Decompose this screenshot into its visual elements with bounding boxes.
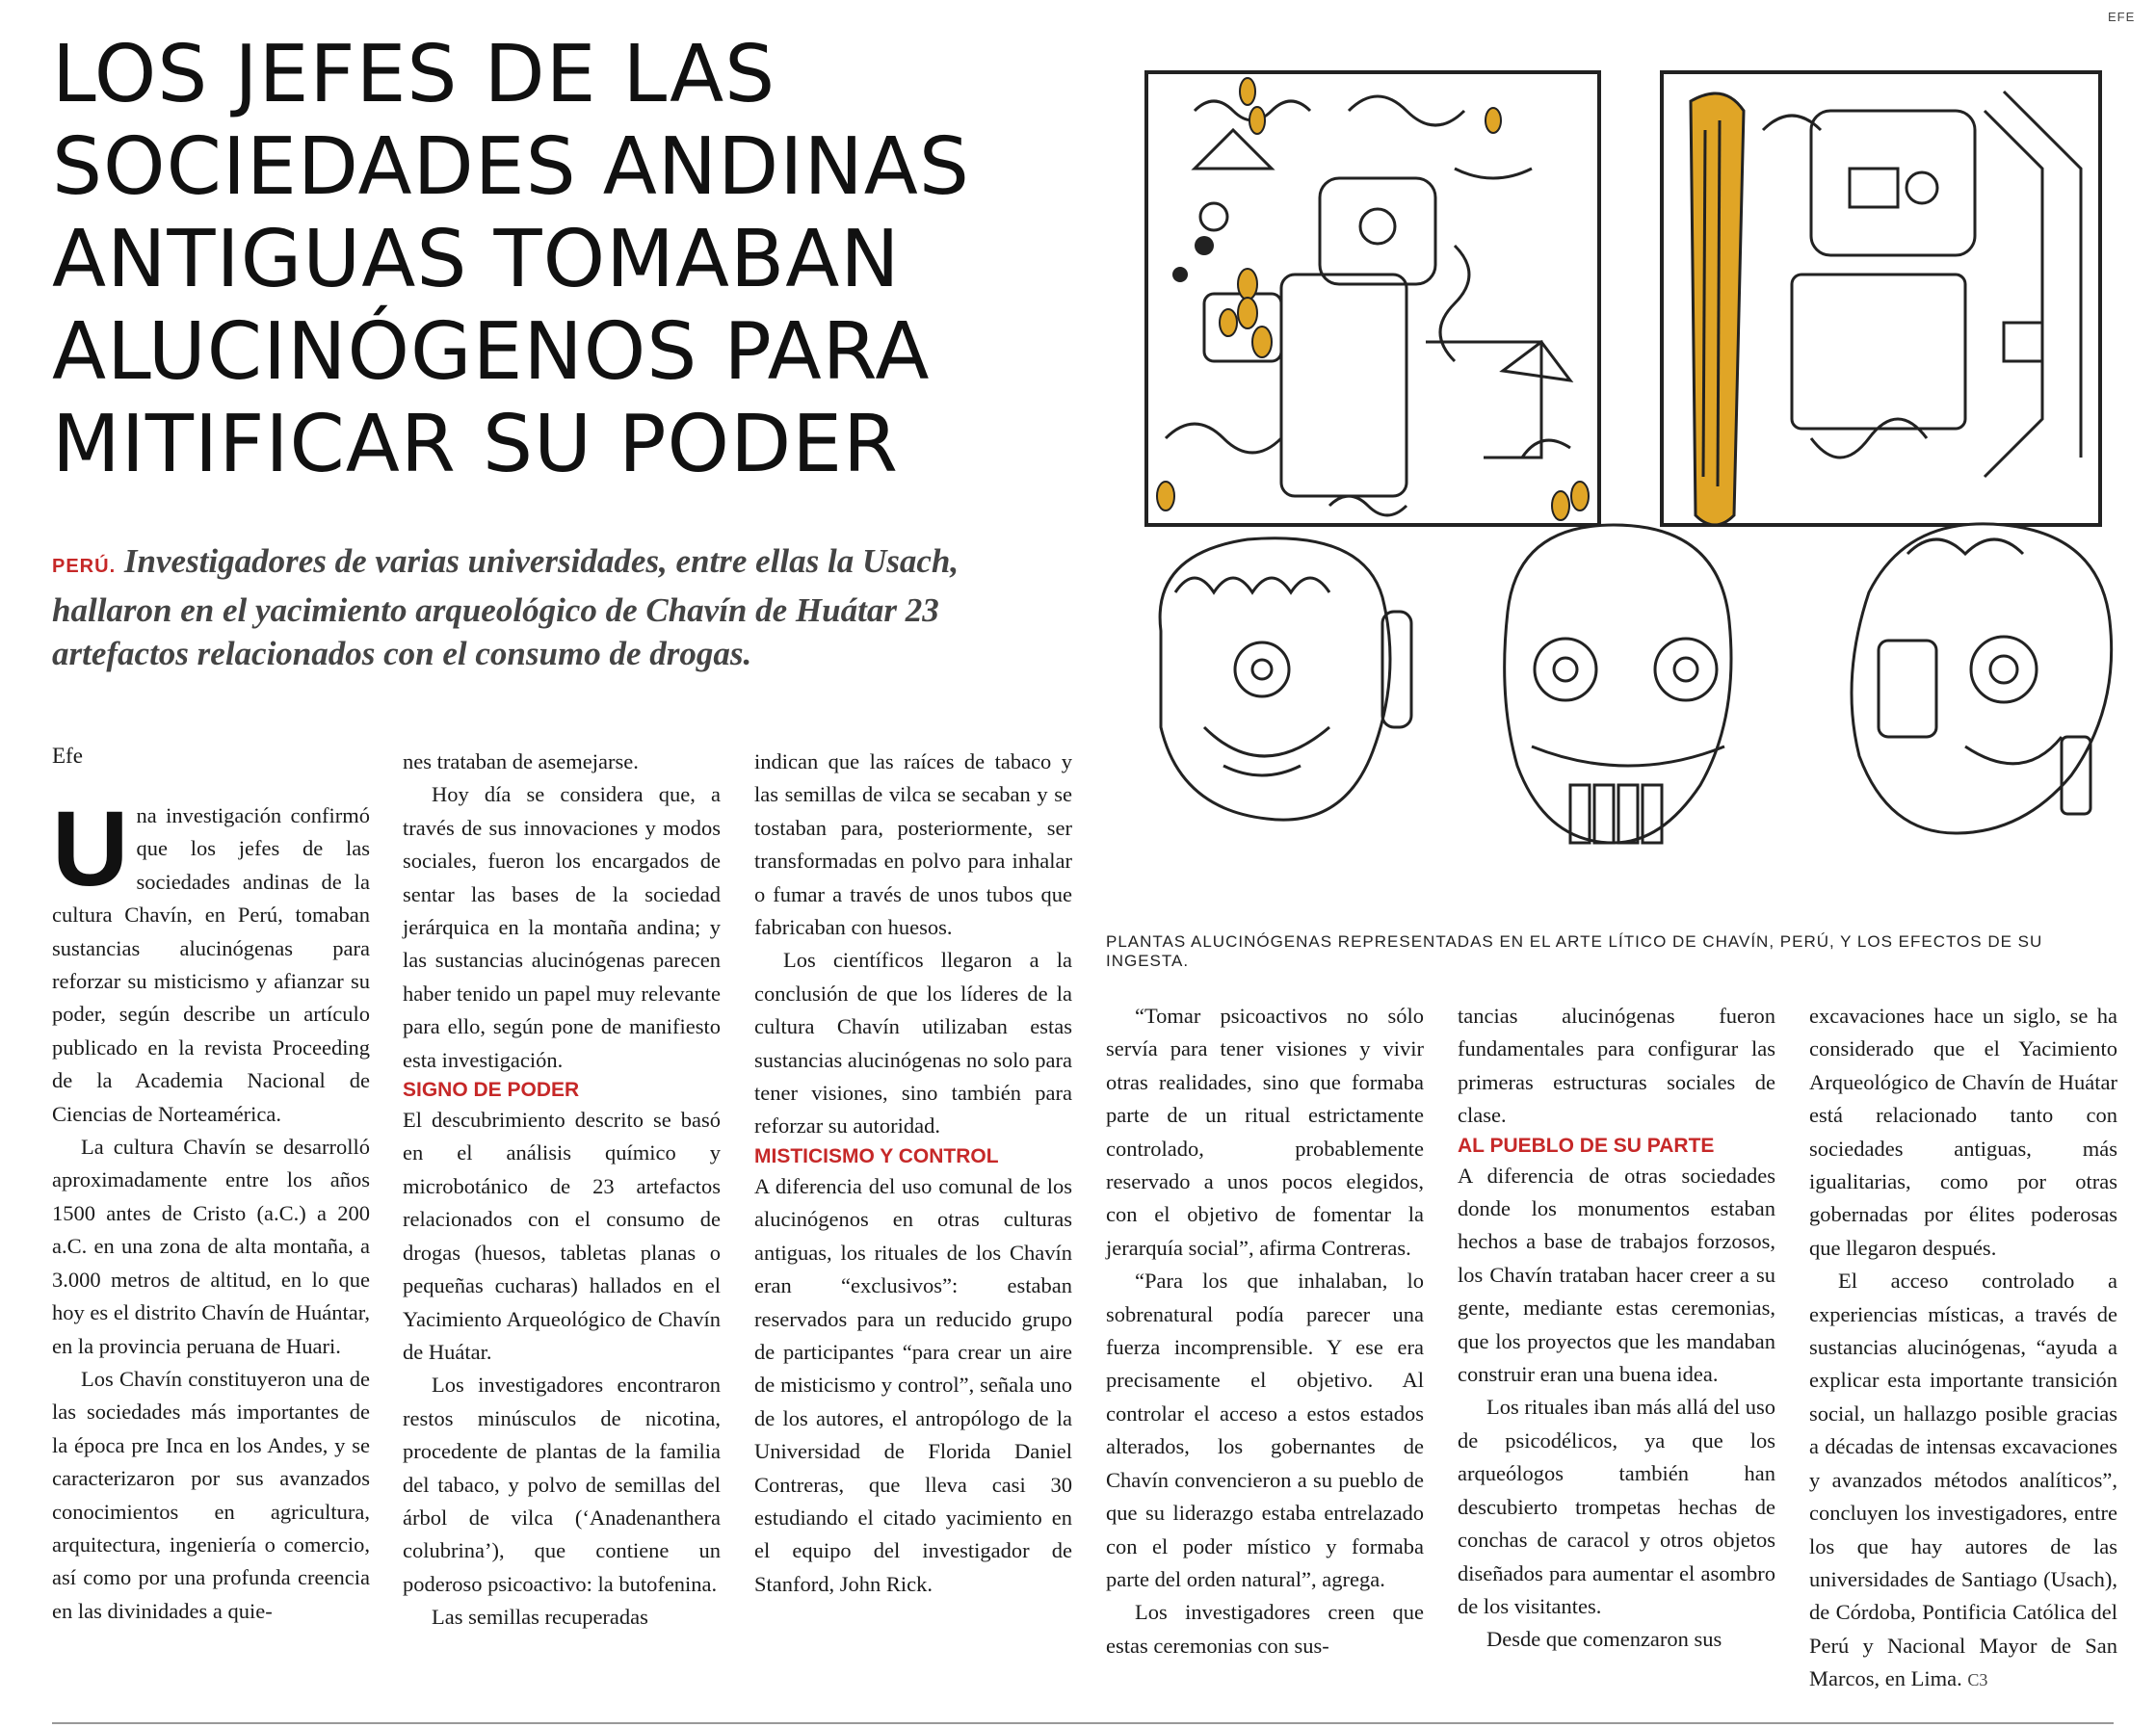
tenon-head-3 <box>1852 524 2112 833</box>
end-mark: C3 <box>1967 1670 1988 1690</box>
lead-paragraph <box>52 539 1073 675</box>
subhead-signo-de-poder: SIGNO DE PODER <box>403 1079 580 1102</box>
paragraph: “Para los que inhalaban, lo sobrenatural podía parecer una fuerza incomprensible. Y ese era precisamente el objetivo. Al controlar el acceso a estos estados alterados, los gobernantes de Chavín convencieron a su pueblo de que su liderazgo estaba entrelazado con el poder místico y formaba parte del orden natural”, agrega. <box>1106 1269 1424 1591</box>
stone-relief-panel-right <box>1662 72 2100 525</box>
paragraph: Los rituales iban más allá del uso de psicodélicos, ya que los arqueólogos también han descubierto trompetas hechas de conchas de caracol y otros objetos diseñados para aumentar el asombro de los visitantes. <box>1458 1395 1775 1618</box>
paragraph: na investigación confirmó que los jefes de las sociedades andinas de la cultura Chavín, en Perú, tomaban sustancias alucinógenas para reforzar su misticismo y afianzar su poder, según describe un artículo publicado en la revista Proceeding de la Academia Nacional de Ciencias de Norteamérica. <box>52 803 370 1126</box>
paragraph: nes trataban de asemejarse. <box>403 749 639 773</box>
bottom-rule <box>52 1722 2114 1724</box>
paragraph: A diferencia del uso comunal de los alucinógenos en otras culturas antiguas, los rituales de los Chavín eran “exclusivos”: estaban reservados para un reducido grupo de participantes “para crear un aire de misticismo y control”, señala uno de los autores, el antropólogo de la Universidad de Florida Daniel Contreras, que lleva casi 30 estudiando el citado yacimiento en el equipo del investigador de Stanford, John Rick. <box>754 1173 1072 1596</box>
paragraph: La cultura Chavín se desarrolló aproximadamente entre los años 1500 antes de Cristo (a.C.) a 200 a.C. en una zona de alta montaña, a 3.000 metros de altitud, en lo que hoy es el distrito Chavín de Huántar, en la provincia peruana de Huari. <box>52 1135 370 1358</box>
paragraph: Los Chavín constituyeron una de las sociedades más importantes de la época pre Inca en los Andes, y se caracterizaron por sus avanzados conocimientos en agricultura, arquitectura, ingeniería o comercio, así como por una profunda creencia en las divinidades a quie- <box>52 1366 370 1623</box>
article-column-2 <box>403 746 721 1635</box>
paragraph-text: El acceso controlado a experiencias místicas, a través de sustancias alucinógenas, “ayuda a explicar esta importante transición social, un hallazgo posible gracias a décadas de intensas excavaciones y avanzados métodos analíticos”, concluyen los investigadores, entre los que hay autores de las universidades de Santiago (Usach), de Córdoba, Pontificia Católica del Perú y Nacional Mayor de San Marcos, en Lima. <box>1809 1269 2117 1691</box>
paragraph: excavaciones hace un siglo, se ha considerado que el Yacimiento Arqueológico de Chavín de Huátar está relacionado tanto con sociedades antiguas, más igualitarias, como por otras gobernadas por élites poderosas que llegaron después. <box>1809 1004 2117 1260</box>
paragraph: Hoy día se considera que, a través de sus innovaciones y modos sociales, fueron los encargados de sentar las bases de la sociedad jerárquica en la montaña andina; y las sustancias alucinógenas parecen haber tenido un papel muy relevante para ello, según pone de manifiesto esta investigación. <box>403 782 721 1072</box>
dropcap: U <box>52 790 129 908</box>
subhead-al-pueblo-de-su-parte: AL PUEBLO DE SU PARTE <box>1458 1134 1715 1157</box>
article-column-5 <box>1458 1000 1775 1657</box>
paragraph <box>1809 1265 2117 1696</box>
paragraph: Las semillas recuperadas <box>432 1605 648 1630</box>
lead-kicker: PERÚ. <box>52 556 117 577</box>
paragraph: El descubrimiento descrito se basó en el análisis químico y microbotánico de 23 artefactos relacionados con el consumo de drogas (huesos, tabletas planas o pequeñas cucharas) hallados en el Yacimiento Arqueológico de Chavín de Huátar. <box>403 1108 721 1364</box>
article-column-4 <box>1106 1000 1424 1663</box>
subhead-misticismo-y-control: MISTICISMO Y CONTROL <box>754 1144 999 1167</box>
article-column-1 <box>52 790 370 1628</box>
article-column-3 <box>754 746 1072 1601</box>
paragraph: indican que las raíces de tabaco y las semillas de vilca se secaban y se tostaban para, posteriormente, ser transformadas en polvo para inhalar o fumar a través de unos tubos que fabricaban con huesos. <box>754 749 1072 940</box>
paragraph: A diferencia de otras sociedades donde los monumentos estaban hechos a base de trabajos forzosos, los Chavín trataban hacer creer a su gente, mediante estas ceremonias, que los proyectos que les mandaban construir eran una buena idea. <box>1458 1163 1775 1387</box>
article-column-6 <box>1809 1000 2117 1697</box>
tenon-head-1 <box>1160 538 1411 820</box>
paragraph: Desde que comenzaron sus <box>1486 1627 1722 1652</box>
paragraph: Los investigadores creen que estas ceremonias con sus- <box>1106 1600 1424 1658</box>
paragraph: tancias alucinógenas fueron fundamentales para configurar las primeras estructuras sociales de clase. <box>1458 1004 1775 1128</box>
illustration-caption: PLANTAS ALUCINÓGENAS REPRESENTADAS EN EL ARTE LÍTICO DE CHAVÍN, PERÚ, Y LOS EFECTOS DE SU INGESTA. <box>1106 932 2043 970</box>
photo-credit: EFE <box>2108 10 2136 24</box>
stone-relief-panel-left <box>1146 72 1599 525</box>
paragraph: Los investigadores encontraron restos minúsculos de nicotina, procedente de plantas de la familia del tabaco, y polvo de semillas del árbol de vilca (‘Anadenanthera colubrina’), que contiene un poderoso psicoactivo: la butofenina. <box>403 1373 721 1596</box>
headline: LOS JEFES DE LAS SOCIEDADES ANDINAS ANTIGUAS TOMABAN ALUCINÓGENOS PARA MITIFICAR SU PODER <box>52 29 970 490</box>
byline: Efe <box>52 744 83 768</box>
lead-text: Investigadores de varias universidades, entre ellas la Usach, hallaron en el yacimiento arqueológico de Chavín de Huátar 23 artefactos relacionados con el consumo de drogas. <box>52 542 960 672</box>
stone-carving-illustrations <box>1137 53 2119 920</box>
paragraph: “Tomar psicoactivos no sólo servía para tener visiones y vivir otras realidades, sino que formaba parte de un ritual estrictamente controlado, probablemente reservado a unos pocos elegidos, con el objetivo de fomentar la jerarquía social”, afirma Contreras. <box>1106 1004 1424 1260</box>
tenon-head-2 <box>1505 525 1731 843</box>
paragraph: Los científicos llegaron a la conclusión de que los líderes de la cultura Chavín utilizaban estas sustancias alucinógenas no solo para tener visiones, sino también para reforzar su autoridad. <box>754 948 1072 1139</box>
